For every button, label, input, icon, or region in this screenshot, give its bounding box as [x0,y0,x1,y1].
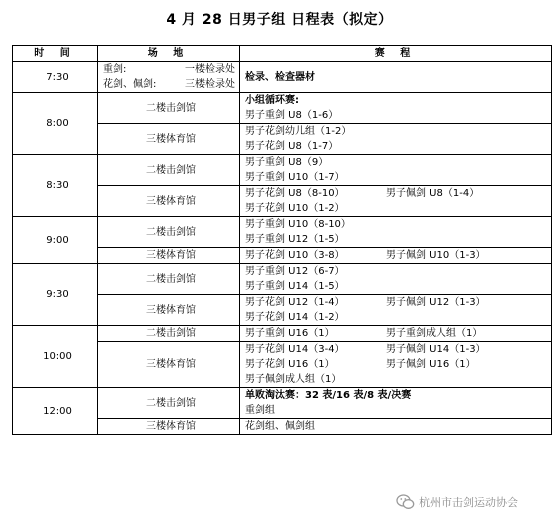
schedule-row [13,217,552,248]
event-cell [240,155,552,186]
event-line: 男子花剑 U14（1-2） [245,312,345,323]
page-title: 4 月 28 日男子组 日程表（拟定） [166,12,393,28]
wechat-icon [396,494,415,510]
watermark [396,491,556,513]
header-event: 赛 程 [240,46,552,62]
event-entry: 男子花剑 U10（3-8） [245,250,345,261]
event-cell [240,388,552,419]
venue-cell: 二楼击剑馆 [98,264,240,295]
event-entry: 男子花剑 U8（8-10） [245,188,345,199]
event-line: 小组循环赛: [245,95,299,106]
time-cell: 9:30 [13,264,98,326]
venue-cell: 三楼体育馆 [98,342,240,388]
event-line: 男子重剑 U14（1-5） [245,281,345,292]
event-cell [240,124,552,155]
event-entry: 男子佩剑 U8（1-4） [386,188,480,199]
time-cell: 9:00 [13,217,98,264]
schedule-row [13,264,552,295]
header-venue: 场 地 [98,46,240,62]
event-line: 男子花剑 U8（1-7） [245,141,339,152]
checkin-foil-sabre-label: 花剑、佩剑: [103,79,157,90]
schedule-row [13,388,552,419]
event-line: 男子重剑 U8（1-6） [245,110,339,121]
time-cell: 7:30 [13,62,98,93]
time-cell: 8:00 [13,93,98,155]
checkin-venue-cell [98,62,240,93]
event-line [245,186,551,201]
schedule-row [13,155,552,186]
event-line [245,326,551,341]
event-cell [240,217,552,248]
event-cell [240,326,552,342]
header-time: 时 间 [13,46,98,62]
event-line: 男子佩剑成人组（1） [245,374,342,385]
venue-cell: 二楼击剑馆 [98,155,240,186]
time-cell: 8:30 [13,155,98,217]
venue-cell: 三楼体育馆 [98,295,240,326]
event-entry: 男子重剑 U16（1） [245,328,335,339]
event-line [245,357,551,372]
venue-cell: 二楼击剑馆 [98,217,240,248]
header-row [13,46,552,62]
event-line: 男子重剑 U10（1-7） [245,172,345,183]
venue-cell: 三楼体育馆 [98,419,240,435]
venue-cell: 二楼击剑馆 [98,326,240,342]
event-entry: 男子佩剑 U16（1） [386,359,476,370]
event-entry: 男子重剑成人组（1） [386,328,483,339]
checkin-foil-sabre-location: 三楼检录处 [185,79,235,90]
event-entry: 男子花剑 U12（1-4） [245,297,345,308]
event-line [245,342,551,357]
event-line: 男子花剑 U10（1-2） [245,203,345,214]
event-line: 男子重剑 U10（8-10） [245,219,351,230]
event-entry: 男子佩剑 U14（1-3） [386,344,486,355]
event-line: 重剑组 [245,405,275,416]
event-line [245,295,551,310]
venue-cell: 三楼体育馆 [98,186,240,217]
event-entry: 男子花剑 U14（3-4） [245,344,345,355]
event-line: 花剑组、佩剑组 [245,421,315,432]
event-cell [240,186,552,217]
event-cell [240,342,552,388]
event-cell [240,248,552,264]
venue-cell: 三楼体育馆 [98,124,240,155]
venue-cell: 二楼击剑馆 [98,388,240,419]
event-line: 男子花剑幼儿组（1-2） [245,126,352,137]
venue-cell: 二楼击剑馆 [98,93,240,124]
checkin-row [13,62,552,93]
watermark-text: 杭州市击剑运动协会 [419,496,518,509]
event-line: 男子重剑 U12（1-5） [245,234,345,245]
checkin-epee-label: 重剑: [103,64,127,75]
time-cell: 12:00 [13,388,98,435]
event-cell [240,419,552,435]
checkin-event: 检录、检查器材 [245,71,315,83]
checkin-event-cell [240,62,552,93]
event-line: 单败淘汰赛：32 表/16 表/8 表/决赛 [245,390,412,401]
event-cell [240,295,552,326]
schedule-row [13,326,552,342]
venue-cell: 三楼体育馆 [98,248,240,264]
event-entry: 男子花剑 U16（1） [245,359,335,370]
event-cell [240,264,552,295]
schedule-table [12,45,552,435]
event-line [245,248,551,263]
time-cell: 10:00 [13,326,98,388]
event-line: 男子重剑 U8（9） [245,157,329,168]
checkin-epee-location: 一楼检录处 [185,64,235,75]
event-cell [240,93,552,124]
event-entry: 男子佩剑 U10（1-3） [386,250,486,261]
schedule-row [13,93,552,124]
event-line: 男子重剑 U12（6-7） [245,266,345,277]
event-entry: 男子佩剑 U12（1-3） [386,297,486,308]
